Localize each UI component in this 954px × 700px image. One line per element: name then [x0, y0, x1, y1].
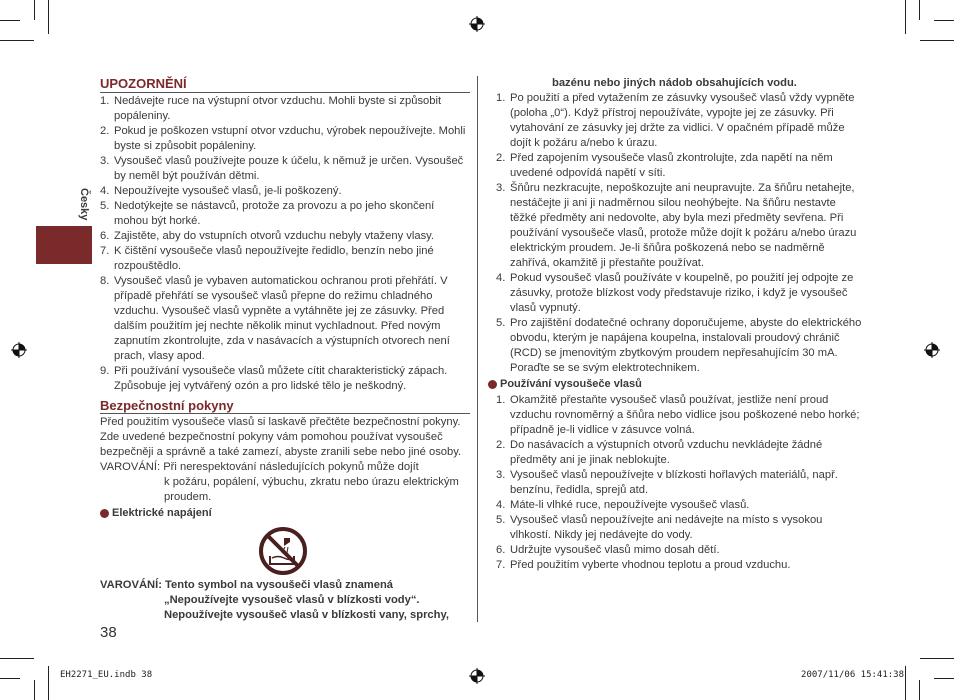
- electric-heading: Elektrické napájení: [100, 506, 470, 521]
- list-item: 2. Před zapojením vysoušeče vlasů zkontrolujte, zda napětí na něm uvedené odpovídá napětí v síti.: [496, 152, 833, 179]
- warning-line: VAROVÁNÍ: Při nerespektování následujících pokynů může dojít: [100, 461, 419, 473]
- crop-mark: [920, 40, 954, 41]
- list-item: 4. Nepoužívejte vysoušeč vlasů, je-li poškozený.: [100, 185, 342, 197]
- crop-mark: [905, 666, 906, 700]
- list-item: 5. Pro zajištění dodatečné ochrany doporučujeme, abyste do elektrického obvodu, kterým je napájena koupelna, instalovali proudový chránič (RCD) se jmenovitým zbytkovým proudem nepřesahujícím 30 mA. Poraďte se se svým elektrotechnikem.: [496, 317, 862, 374]
- safety-heading: Bezpečnostní pokyny: [100, 398, 470, 414]
- right-column: [488, 76, 863, 573]
- list-item: 8. Vysoušeč vlasů je vybaven automatickou ochranou proti přehřátí. V případě přehřátí se vysoušeč vlasů přepne do režimu chladného vzduchu. Vysoušeč vlasů vypněte a vytáhněte jej ze zásuvky. Před dalším použitím jej nechte několik minut vychladnout. Před novým zapnutím zkontrolujte, zda v nasávacích a výstupních otvorech není prach, vlasy apod.: [100, 275, 450, 362]
- bold-warning-cont: Nepoužívejte vysoušeč vlasů v blízkosti vany, sprchy,: [164, 609, 449, 621]
- list-item: 5. Nedotýkejte se nástavců, protože za provozu a po jeho skončení mohou být horké.: [100, 200, 435, 227]
- registration-mark-icon: [924, 342, 940, 358]
- page-number: 38: [100, 624, 117, 641]
- registration-mark-icon: [469, 16, 485, 32]
- list-item: 3. Vysoušeč vlasů používejte pouze k účelu, k němuž je určen. Vysoušeč by neměl být používán dětmi.: [100, 155, 464, 182]
- crop-mark: [920, 658, 954, 659]
- crop-mark: [919, 680, 920, 700]
- crop-mark: [48, 0, 49, 34]
- list-item: 1. Po použití a před vytažením ze zásuvky vysoušeč vlasů vždy vypněte (poloha „0“). Když přístroj nepoužíváte, vypojte jej ze zásuvky. Při vytahování ze zásuvky jej držte za vidlici. V opačném případě může dojít k požáru a/nebo k úrazu.: [496, 92, 855, 149]
- bold-warning-cont: „Nepoužívejte vysoušeč vlasů v blízkosti vody“.: [164, 594, 420, 606]
- registration-mark-icon: [11, 342, 27, 358]
- caution-list: [100, 94, 470, 394]
- list-item: 1. Okamžitě přestaňte vysoušeč vlasů používat, jestliže není proud vzduchu rovnoměrný a šňůra nebo vidlice jsou poškozené nebo horké; případně je-li vidlice v zásuvce volná.: [496, 394, 860, 436]
- bold-warning: VAROVÁNÍ: Tento symbol na vysoušeči vlasů znamená: [100, 579, 394, 591]
- list-item: 1. Nedávejte ruce na výstupní otvor vzduchu. Mohli byste si způsobit popáleniny.: [100, 95, 442, 122]
- list-item: 7. Před použitím vyberte vhodnou teplotu a proud vzduchu.: [496, 559, 791, 571]
- language-label: Česky: [78, 188, 90, 221]
- crop-mark: [0, 678, 20, 679]
- warning-line-cont: k požáru, popálení, výbuchu, zkratu nebo úrazu elektrickým proudem.: [164, 476, 459, 503]
- list-item: 6. Udržujte vysoušeč vlasů mimo dosah dětí.: [496, 544, 720, 556]
- list-item: 4. Pokud vysoušeč vlasů používáte v koupelně, po použití jej odpojte ze zásuvky, protože blízkost vody představuje riziko, i když je vysoušeč vlasů vypnutý.: [496, 272, 854, 314]
- crop-mark: [934, 678, 954, 679]
- crop-mark: [0, 20, 20, 21]
- crop-mark: [934, 20, 954, 21]
- bullet-icon: [488, 380, 497, 389]
- crop-mark: [919, 0, 920, 20]
- footer-file: EH2271_EU.indb 38: [60, 670, 153, 680]
- crop-mark: [34, 0, 35, 20]
- list-item: 3. Šňůru nezkracujte, nepoškozujte ani neupravujte. Za šňůru netahejte, nestáčejte ji ani ji nadměrnou silou neohýbejte. Na šňůru nestavte těžké předměty ani nedovolte, aby byla mezi předměty sevřena. Při používání vysoušeče vlasů, protože může dojít k požáru a/nebo úrazu elektrickým proudem. Je-li šňůra poškozená nebo se nadměrně zahřívá, okamžitě ji přestaňte používat.: [496, 182, 857, 269]
- list-item: 4. Máte-li vlhké ruce, nepoužívejte vysoušeč vlasů.: [496, 499, 750, 511]
- list-item: 3. Vysoušeč vlasů nepoužívejte v blízkosti hořlavých materiálů, např. benzínu, ředidla, sprejů atd.: [496, 469, 838, 496]
- left-column: [100, 76, 470, 623]
- footer-timestamp: 2007/11/06 15:41:38: [801, 670, 904, 680]
- crop-mark: [905, 0, 906, 34]
- use-list: [488, 393, 863, 573]
- use-heading: Používání vysoušeče vlasů: [488, 377, 863, 392]
- column-divider: [477, 76, 478, 622]
- list-item: 6. Zajistěte, aby do vstupních otvorů vzduchu nebyly vtaženy vlasy.: [100, 230, 435, 242]
- list-item: 9. Při používání vysoušeče vlasů můžete cítit charakteristický zápach. Způsobuje jej vytvářený ozón a pro lidské tělo je neškodný.: [100, 365, 448, 392]
- symbol-container: [100, 522, 470, 578]
- continued-warning: bazénu nebo jiných nádob obsahujících vodu.: [552, 77, 797, 89]
- list-item: 2. Do nasávacích a výstupních otvorů vzduchu nevkládejte žádné předměty ani je jinak neblokujte.: [496, 439, 823, 466]
- crop-mark: [0, 40, 34, 41]
- crop-mark: [48, 666, 49, 700]
- language-tab: [36, 226, 92, 264]
- crop-mark: [0, 658, 34, 659]
- no-water-symbol-icon: [258, 526, 308, 576]
- list-item: 5. Vysoušeč vlasů nepoužívejte ani nedávejte na místo s vysokou vlhkostí. Nikdy jej nedávejte do vody.: [496, 514, 823, 541]
- bullet-icon: [100, 509, 109, 518]
- safety-intro: Před použitím vysoušeče vlasů si laskavě přečtěte bezpečnostní pokyny. Zde uvedené bezpečnostní pokyny vám pomohou používat vysoušeč bezpečněji a správně a také zamezí, abyste zranili sebe nebo jiné osoby.: [100, 416, 462, 458]
- list-item: 2. Pokud je poškozen vstupní otvor vzduchu, výrobek nepoužívejte. Mohli byste si způsobit popáleniny.: [100, 125, 466, 152]
- registration-mark-icon: [469, 668, 485, 684]
- list-item: 7. K čištění vysoušeče vlasů nepoužívejte ředidlo, benzín nebo jiné rozpouštědlo.: [100, 245, 434, 272]
- crop-mark: [34, 680, 35, 700]
- caution-heading: UPOZORNĚNÍ: [100, 76, 470, 93]
- safety-list: [488, 91, 863, 376]
